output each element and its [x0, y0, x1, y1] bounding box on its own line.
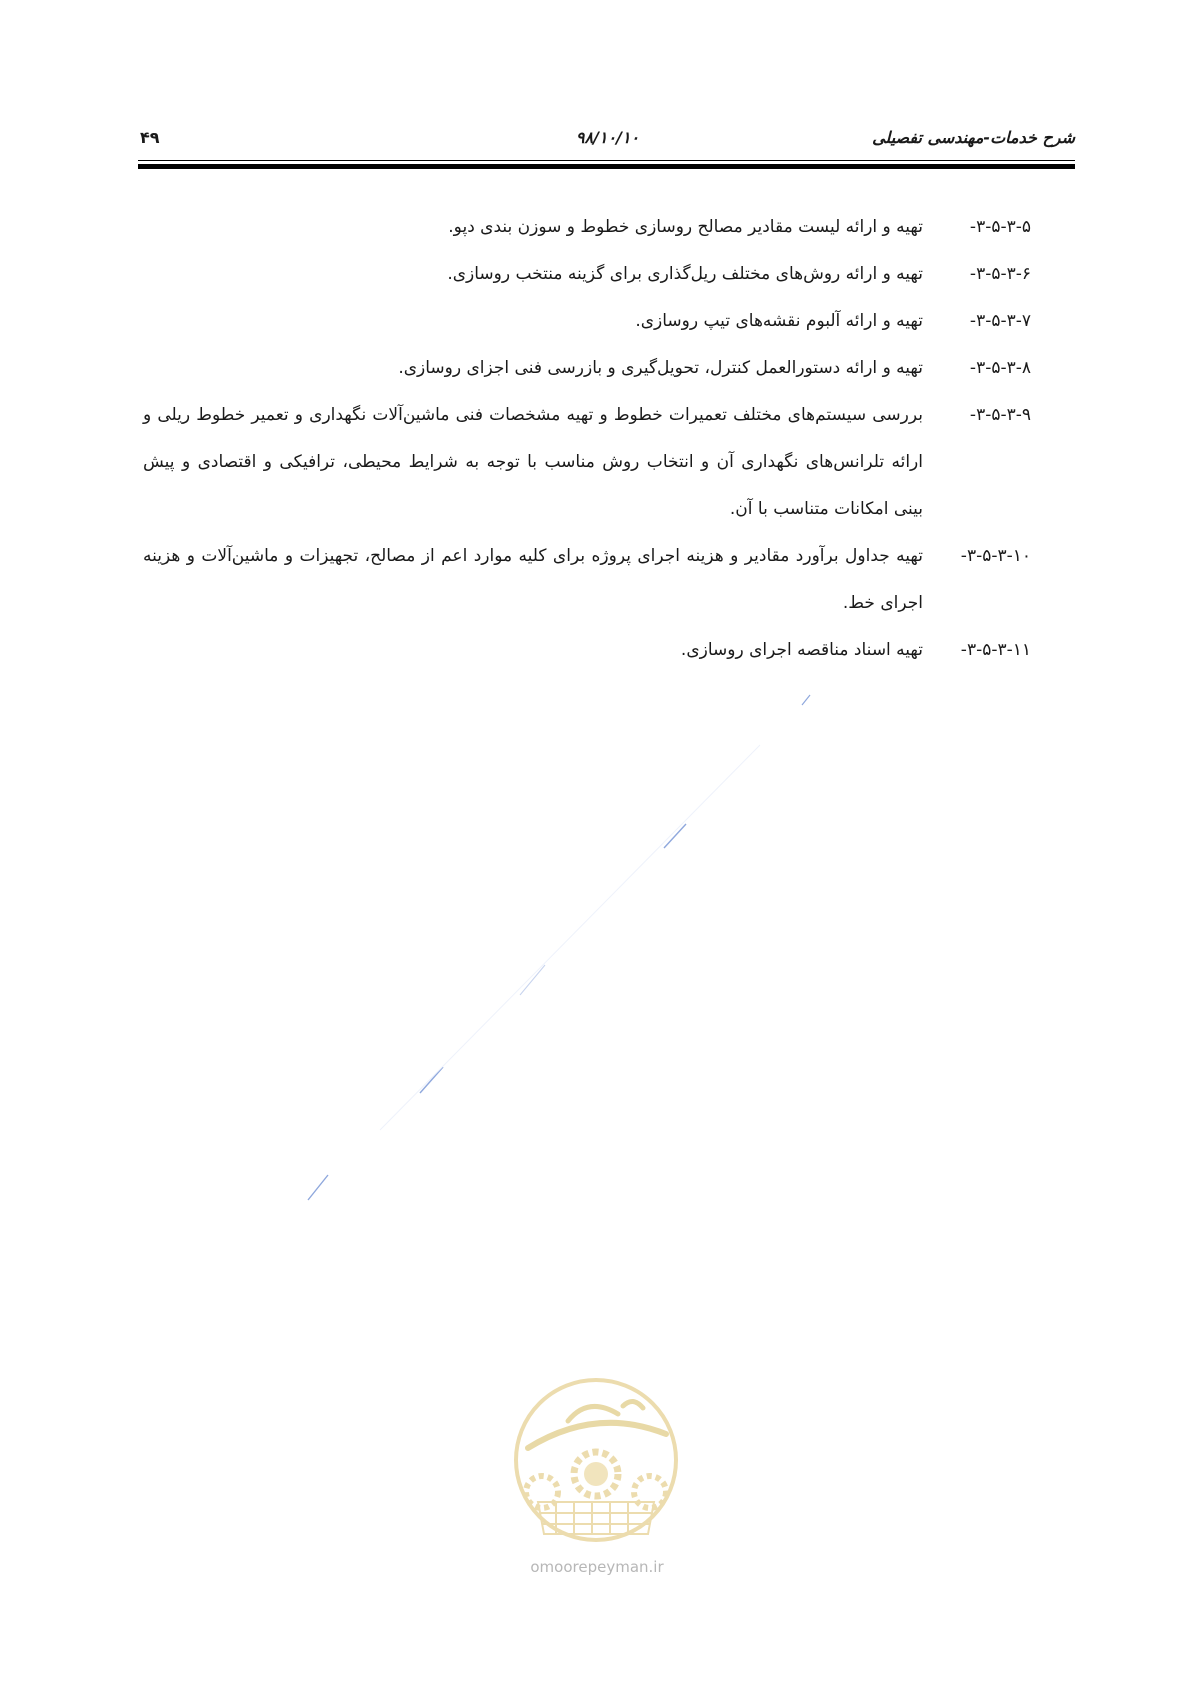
item-text: تهیه و ارائه آلبوم نقشه‌های تیپ روسازی. — [635, 311, 923, 331]
list-item — [143, 357, 1031, 380]
header-rule-thin — [138, 160, 1075, 161]
header-rule-thick — [138, 164, 1075, 169]
item-text: تهیه و ارائه لیست مقادیر مصالح روسازی خطوط و سوزن بندی دپو. — [448, 217, 923, 237]
list-item — [143, 216, 1031, 239]
item-text: تهیه و ارائه دستورالعمل کنترل، تحویل‌گیری و بازرسی فنی اجزای روسازی. — [398, 358, 923, 378]
watermark-caption: omoorepeyman.ir — [530, 1558, 664, 1576]
list-item — [143, 639, 1031, 662]
list-item — [143, 310, 1031, 333]
list-item — [143, 545, 1031, 615]
list-item — [143, 263, 1031, 286]
document-title: شرح خدمات-مهندسی تفصیلی — [872, 128, 1075, 147]
item-text: بررسی سیستم‌های مختلف تعمیرات خطوط و تهیه مشخصات فنی ماشین‌آلات نگهداری و تعمیر خطوط ریلی و ارائه تلرانس‌های نگهداری آن و انتخاب روش مناسب با توجه به شرایط محیطی، ترافیکی و اقتصادی و پیش بینی امکانات متناسب با آن. — [143, 405, 923, 519]
item-number: ۳-۵-۳-۷- — [969, 311, 1031, 331]
item-number: ۳-۵-۳-۵- — [969, 217, 1031, 237]
item-list — [143, 216, 1031, 686]
document-date: ۹۸/۱۰/۱۰ — [575, 128, 640, 147]
list-item — [143, 404, 1031, 521]
item-number: ۳-۵-۳-۱۱- — [960, 640, 1031, 660]
omoorepeyman-logo — [498, 1376, 694, 1544]
page-number: ۴۹ — [140, 128, 160, 147]
item-text: تهیه جداول برآورد مقادیر و هزینه اجرای پروژه برای کلیه موارد اعم از مصالح، تجهیزات و ماشین‌آلات و هزینه اجرای خط. — [143, 546, 923, 613]
page-header — [140, 128, 1075, 152]
item-number: ۳-۵-۳-۸- — [969, 358, 1031, 378]
item-text: تهیه و ارائه روش‌های مختلف ریل‌گذاری برای گزینه منتخب روسازی. — [447, 264, 923, 284]
item-number: ۳-۵-۳-۱۰- — [960, 546, 1031, 566]
item-number: ۳-۵-۳-۶- — [969, 264, 1031, 284]
item-number: ۳-۵-۳-۹- — [969, 405, 1031, 425]
item-text: تهیه اسناد مناقصه اجرای روسازی. — [680, 640, 923, 660]
